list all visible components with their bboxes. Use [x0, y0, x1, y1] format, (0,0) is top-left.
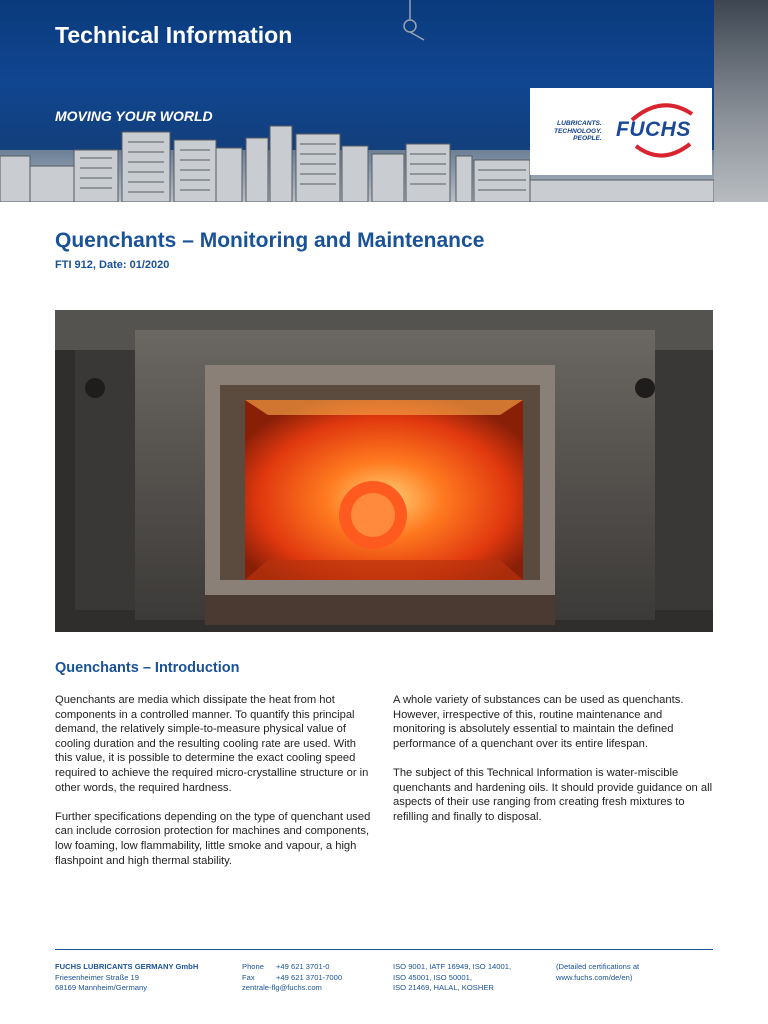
- intro-column-right: [393, 693, 715, 839]
- paragraph: A whole variety of substances can be used as quenchants. However, irrespective of this, routine maintenance and monitoring is absolutely essential to maintain the defined performance of a quenchant over its entire lifespan.: [393, 694, 684, 750]
- email-link[interactable]: zentrale-flg@fuchs.com: [242, 983, 322, 993]
- paragraph: The subject of this Technical Information is water-miscible quenchants and hardening oils. It should provide guidance on all aspects of their use ranging from creating fresh mixtures to refilling and finally to disposal.: [393, 766, 713, 823]
- paragraph: Further specifications depending on the type of quenchant used can include corrosion protection for machines and components, low foaming, low flammability, little smoke and vapour, a high flashpoint and high thermal stability.: [55, 810, 371, 867]
- intro-column-left: [55, 693, 373, 883]
- footer-contact: [242, 962, 382, 994]
- section-heading: Quenchants – Introduction: [55, 660, 240, 676]
- document-title: Quenchants – Monitoring and Maintenance: [55, 229, 485, 252]
- fax-number: +49 621 3701-7000: [276, 972, 343, 982]
- crane-hook-illustration: [380, 0, 440, 60]
- logo-slogan: LUBRICANTS. TECHNOLOGY. PEOPLE.: [554, 120, 602, 143]
- fuchs-logo: [530, 88, 712, 175]
- phone-label: Phone: [242, 962, 264, 971]
- header-banner: [0, 0, 768, 202]
- footer-certifications: ISO 9001, IATF 16949, ISO 14001, ISO 45001, ISO 50001, ISO 21469, HALAL, KOSHER: [393, 962, 512, 993]
- document-subtitle: FTI 912, Date: 01/2020: [55, 259, 170, 271]
- header-side-panel: [714, 0, 768, 202]
- furnace-photo: [55, 310, 713, 632]
- company-name: FUCHS LUBRICANTS GERMANY GmbH: [55, 962, 199, 971]
- phone-number: +49 621 3701-0: [276, 962, 330, 971]
- footer-address: [55, 962, 235, 994]
- paragraph: Quenchants are media which dissipate the heat from hot components in a controlled manner. To quantify this principal demand, the relatively simple-to-measure physical value of cooling duration and the resulting cooling rate are used. With this value, it is possible to determine the exact cooling speed required to achieve the required micro-crystalline structure or in other words, the required hardness.: [55, 694, 369, 794]
- header-tagline: MOVING YOUR WORLD: [55, 108, 213, 124]
- certifications-link[interactable]: www.fuchs.com/de/en): [556, 972, 633, 982]
- header-title: Technical Information: [55, 22, 293, 48]
- company-street: Friesenheimer Straße 19: [55, 972, 139, 982]
- fax-label: Fax: [242, 972, 255, 982]
- footer-divider: [55, 949, 713, 950]
- footer-cert-note: (Detailed certifications at www.fuchs.com/de/en): [556, 962, 714, 983]
- logo-brand-name: FUCHS: [616, 118, 691, 141]
- company-city: 68169 Mannheim/Germany: [55, 983, 148, 993]
